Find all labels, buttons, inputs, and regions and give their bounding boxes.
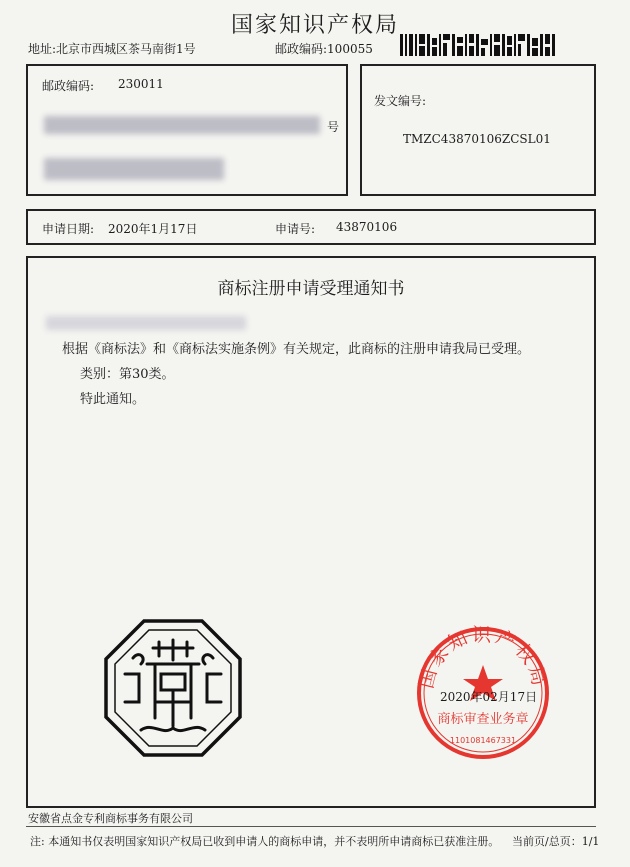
barcode-icon	[400, 34, 558, 56]
redacted-recipient-name	[44, 158, 224, 180]
svg-text:商标审查业务章: 商标审查业务章	[437, 712, 529, 727]
footer-divider	[26, 826, 596, 827]
trademark-office-seal-icon	[103, 618, 243, 758]
application-number-value: 43870106	[336, 220, 398, 234]
application-number-label: 申请号:	[275, 222, 316, 236]
office-postal-code: 邮政编码:100055	[275, 42, 373, 56]
recipient-postal-value: 230011	[118, 77, 164, 91]
redacted-applicant	[46, 316, 246, 330]
dispatch-box	[360, 64, 596, 196]
application-date-value: 2020年1月17日	[108, 222, 198, 236]
page-indicator: 当前页/总页：1/1	[512, 835, 600, 848]
svg-text:1101081467331: 1101081467331	[449, 736, 517, 745]
notice-line-2: 类别：第30类。	[80, 367, 175, 382]
agency-name: 安徽省点金专利商标事务有限公司	[28, 812, 193, 825]
dispatch-number: TMZC43870106ZCSL01	[403, 132, 551, 146]
stamp-date: 2020年02月17日	[440, 690, 538, 704]
notice-line-1: 根据《商标法》和《商标法实施条例》有关规定，此商标的注册申请我局已受理。	[62, 342, 531, 357]
dispatch-label: 发文编号:	[374, 94, 427, 108]
application-date-label: 申请日期:	[42, 222, 95, 236]
redacted-address	[44, 116, 320, 134]
recipient-address-suffix: 号	[327, 120, 340, 134]
footer-note: 注: 本通知书仅表明国家知识产权局已收到申请人的商标申请，并不表明所申请商标已获准注册。	[30, 835, 500, 848]
svg-text:国家知识产权局: 国家知识产权局	[415, 624, 551, 691]
notice-line-3: 特此通知。	[80, 392, 146, 407]
office-address: 地址:北京市西城区茶马南街1号	[28, 42, 196, 56]
notice-title: 商标注册申请受理通知书	[217, 279, 405, 299]
recipient-postal-label: 邮政编码:	[42, 79, 95, 93]
office-title: 国家知识产权局	[230, 13, 399, 38]
